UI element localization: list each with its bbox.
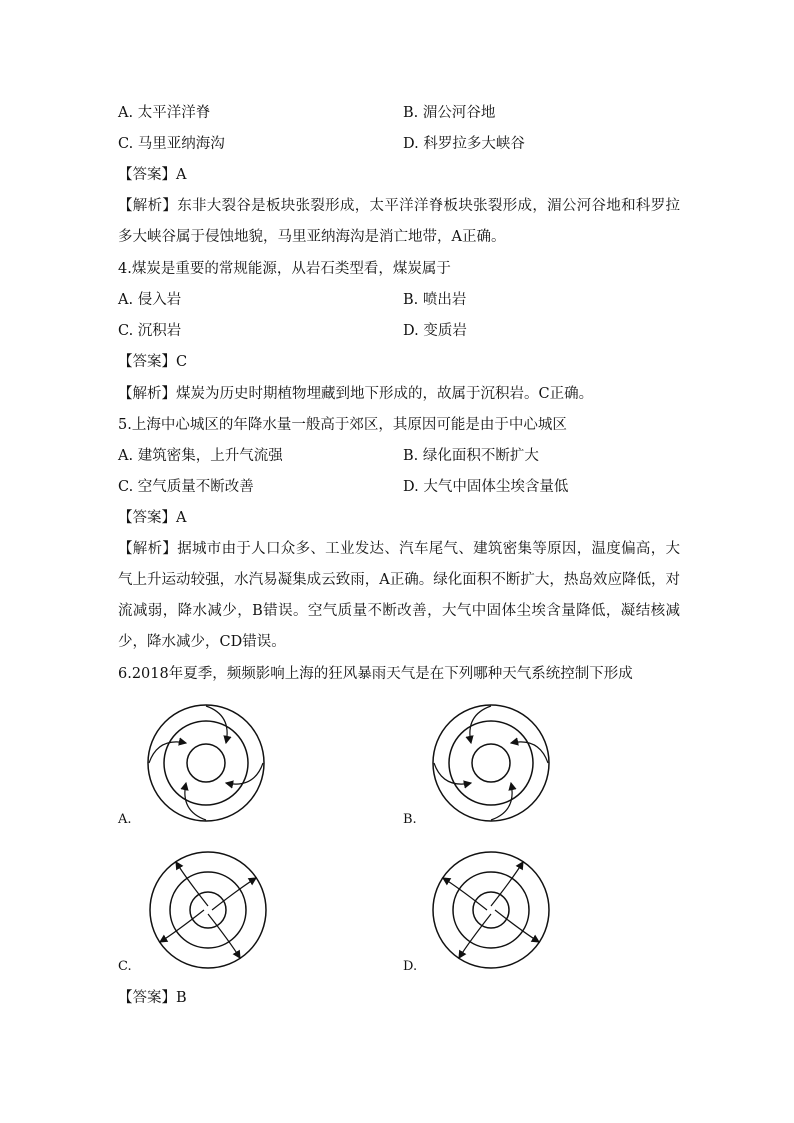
figure-b-label: B. [403, 812, 417, 827]
q4-answer: 【答案】C [118, 354, 188, 370]
q3-option-d: D. 科罗拉多大峡谷 [403, 136, 525, 152]
figure-c-anticyclone-diagram [146, 848, 270, 972]
q4-option-c: C. 沉积岩 [118, 323, 182, 339]
q3-analysis: 【解析】东非大裂谷是板块张裂形成，太平洋洋脊板块张裂形成，湄公河谷地和科罗拉多大峡谷属于侵蚀地貌，马里亚纳海沟是消亡地带，A正确。 [118, 198, 680, 245]
figure-a-cyclone-diagram [144, 701, 268, 825]
figure-a-label: A. [118, 812, 132, 827]
figure-b-cyclone-diagram [429, 701, 553, 825]
q4-option-b: B. 喷出岩 [403, 292, 467, 308]
q4-question: 4.煤炭是重要的常规能源，从岩石类型看，煤炭属于 [118, 261, 451, 277]
figure-d-label: D. [403, 959, 418, 974]
q5-option-a: A. 建筑密集，上升气流强 [118, 448, 283, 464]
q3-option-c: C. 马里亚纳海沟 [118, 136, 225, 152]
q4-analysis: 【解析】煤炭为历史时期植物埋藏到地下形成的，故属于沉积岩。C正确。 [118, 386, 594, 402]
q5-option-d: D. 大气中固体尘埃含量低 [403, 479, 569, 495]
q4-option-a: A. 侵入岩 [118, 292, 182, 308]
q6-question: 6.2018年夏季，频频影响上海的狂风暴雨天气是在下列哪种天气系统控制下形成 [118, 666, 633, 682]
q5-analysis: 【解析】据城市由于人口众多、工业发达、汽车尾气、建筑密集等原因，温度偏高，大气上升运动较强，水汽易凝集成云致雨，A正确。绿化面积不断扩大，热岛效应降低，对流减弱，降水减少，B错误。空气质量不断改善，大气中固体尘埃含量降低，凝结核减少，降水减少，CD错误。 [118, 541, 680, 650]
figure-c-label: C. [118, 959, 132, 974]
q3-option-b: B. 湄公河谷地 [403, 105, 496, 121]
q3-option-a: A. 太平洋洋脊 [118, 105, 211, 121]
figure-d-anticyclone-diagram [429, 848, 553, 972]
q5-option-c: C. 空气质量不断改善 [118, 479, 254, 495]
q5-answer: 【答案】A [118, 510, 187, 526]
q3-answer: 【答案】A [118, 167, 187, 183]
q5-option-b: B. 绿化面积不断扩大 [403, 448, 539, 464]
q5-question: 5.上海中心城区的年降水量一般高于郊区，其原因可能是由于中心城区 [118, 417, 567, 433]
q4-option-d: D. 变质岩 [403, 323, 467, 339]
q6-answer: 【答案】B [118, 990, 187, 1006]
